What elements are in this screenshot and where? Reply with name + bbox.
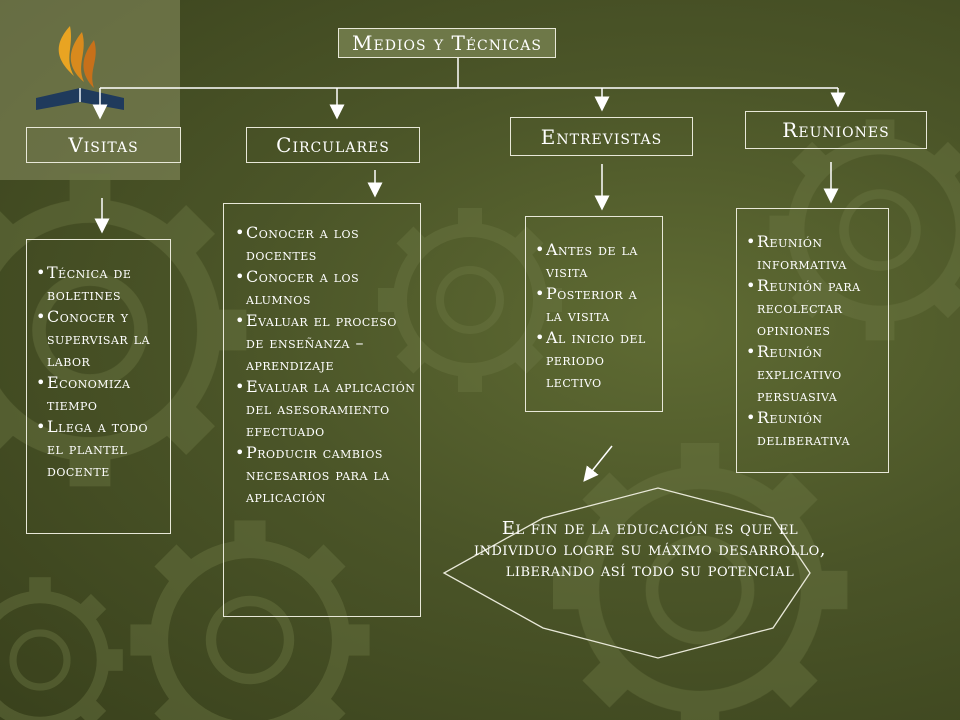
list-entrevistas <box>525 216 663 412</box>
list-item: • Economiza tiempo <box>35 372 166 416</box>
list-item: • Reunión informativa <box>745 231 884 275</box>
list-item: • Reunión para recolectar opiniones <box>745 275 884 341</box>
category-title: Reuniones <box>782 118 890 142</box>
list-item: • Conocer a los alumnos <box>234 266 416 310</box>
category-reuniones <box>745 111 927 149</box>
category-title: Visitas <box>68 133 139 157</box>
category-title: Entrevistas <box>540 124 663 149</box>
root-node <box>338 28 556 58</box>
list-circulares <box>223 203 421 617</box>
list-item: • Técnica de boletines <box>35 262 166 306</box>
conclusion-text: El fin de la educación es que el individuo logre su máximo desarrollo, liberando así todo su potencial <box>474 518 826 581</box>
list-item: • Llega a todo el plantel docente <box>35 416 166 482</box>
list-item: • Conocer a los docentes <box>234 222 416 266</box>
root-label: Medios y Técnicas <box>352 31 542 55</box>
category-circulares <box>246 127 420 163</box>
list-item: • Evaluar el proceso de enseñanza – aprendizaje <box>234 310 416 376</box>
list-item: • Reunión explicativo persuasiva <box>745 341 884 407</box>
flame-bible-logo-icon <box>30 18 130 118</box>
list-item: • Antes de la visita <box>534 239 658 283</box>
category-entrevistas <box>510 117 693 156</box>
category-title: Circulares <box>276 133 390 157</box>
category-visitas <box>26 127 181 163</box>
list-item: • Conocer y supervisar la labor <box>35 306 166 372</box>
list-item: • Posterior a la visita <box>534 283 658 327</box>
list-item: • Al inicio del periodo lectivo <box>534 327 658 393</box>
list-reuniones <box>736 208 889 473</box>
list-item: • Reunión deliberativa <box>745 407 884 451</box>
list-item: • Evaluar la aplicación del asesoramiento efectuado <box>234 376 416 442</box>
list-visitas <box>26 239 171 534</box>
list-item: • Producir cambios necesarios para la aplicación <box>234 442 416 508</box>
